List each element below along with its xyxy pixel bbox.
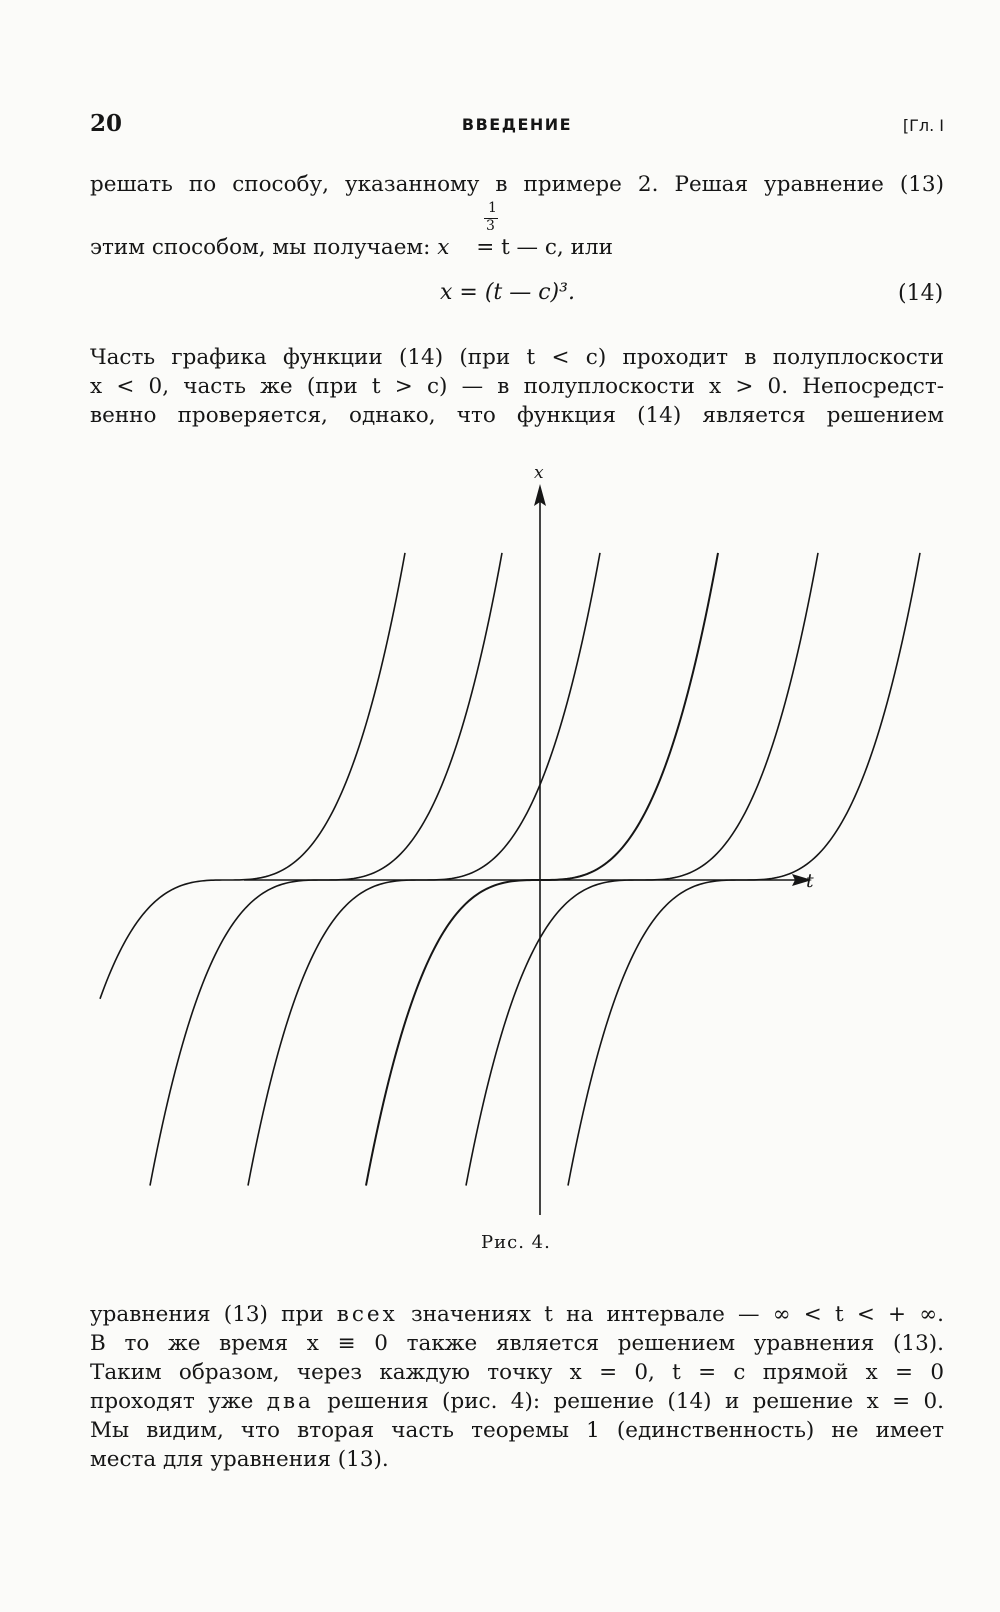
paragraph-3-line-5: Мы видим, что вторая часть теоремы 1 (единственность) не имеет — [90, 1418, 944, 1443]
solution-curve-1 — [100, 553, 405, 999]
paragraph-3-line-6: места для уравнения (13). — [90, 1447, 389, 1472]
paragraph-3-line-1 — [90, 1300, 944, 1329]
line-2-text: этим способом, мы получаем: — [90, 235, 431, 260]
paragraph-3-line-3: Таким образом, через каждую точку x = 0, t = c прямой x = 0 — [90, 1360, 944, 1385]
paragraph-3-line-2: В то же время x ≡ 0 также является решением уравнения (13). — [90, 1331, 944, 1356]
paragraph-1-line-1: решать по способу, указанному в примере 2. Решая уравнение (13) — [90, 172, 944, 197]
solution-curve-2 — [150, 553, 502, 1186]
spaced-word: всех — [336, 1302, 398, 1327]
line-text: решения (рис. 4): решение (14) и решение x = 0. — [313, 1389, 945, 1414]
x-axis-label: x — [534, 463, 544, 483]
exponent-denominator: 3 — [486, 218, 495, 234]
line-2-equation: = t — c, или — [476, 235, 613, 260]
solution-curves — [100, 553, 920, 1186]
x-variable: x — [437, 235, 450, 260]
exponent-numerator: 1 — [488, 200, 497, 216]
t-axis-label: t — [806, 870, 814, 892]
running-title: ВВЕДЕНИЕ — [461, 115, 573, 134]
paragraph-2-line-2: x < 0, часть же (при t > c) — в полуплоскости x > 0. Непосредст- — [90, 374, 944, 399]
line-text: значениях t на интервале — ∞ < t < + ∞. — [397, 1302, 944, 1327]
page-number: 20 — [90, 110, 123, 137]
paragraph-2-line-1: Часть графика функции (14) (при t < c) проходит в полуплоскости — [90, 345, 944, 370]
equation-number: (14) — [898, 281, 944, 306]
chapter-marker: [Гл. I — [902, 116, 944, 135]
solution-curve-3 — [248, 553, 600, 1186]
solution-curve-5 — [466, 553, 818, 1186]
figure-caption: Рис. 4. — [481, 1232, 551, 1253]
spaced-word: два — [266, 1389, 314, 1414]
equation-14: x = (t — c)³. — [440, 280, 575, 305]
solution-curve-4 — [366, 553, 718, 1186]
line-text: проходят уже — [90, 1389, 267, 1414]
solution-curve-6 — [568, 553, 920, 1186]
paragraph-2-line-3: венно проверяется, однако, что функция (14) является решением — [90, 403, 944, 428]
line-text: уравнения (13) при — [90, 1302, 337, 1327]
paragraph-3-line-4 — [90, 1387, 944, 1416]
